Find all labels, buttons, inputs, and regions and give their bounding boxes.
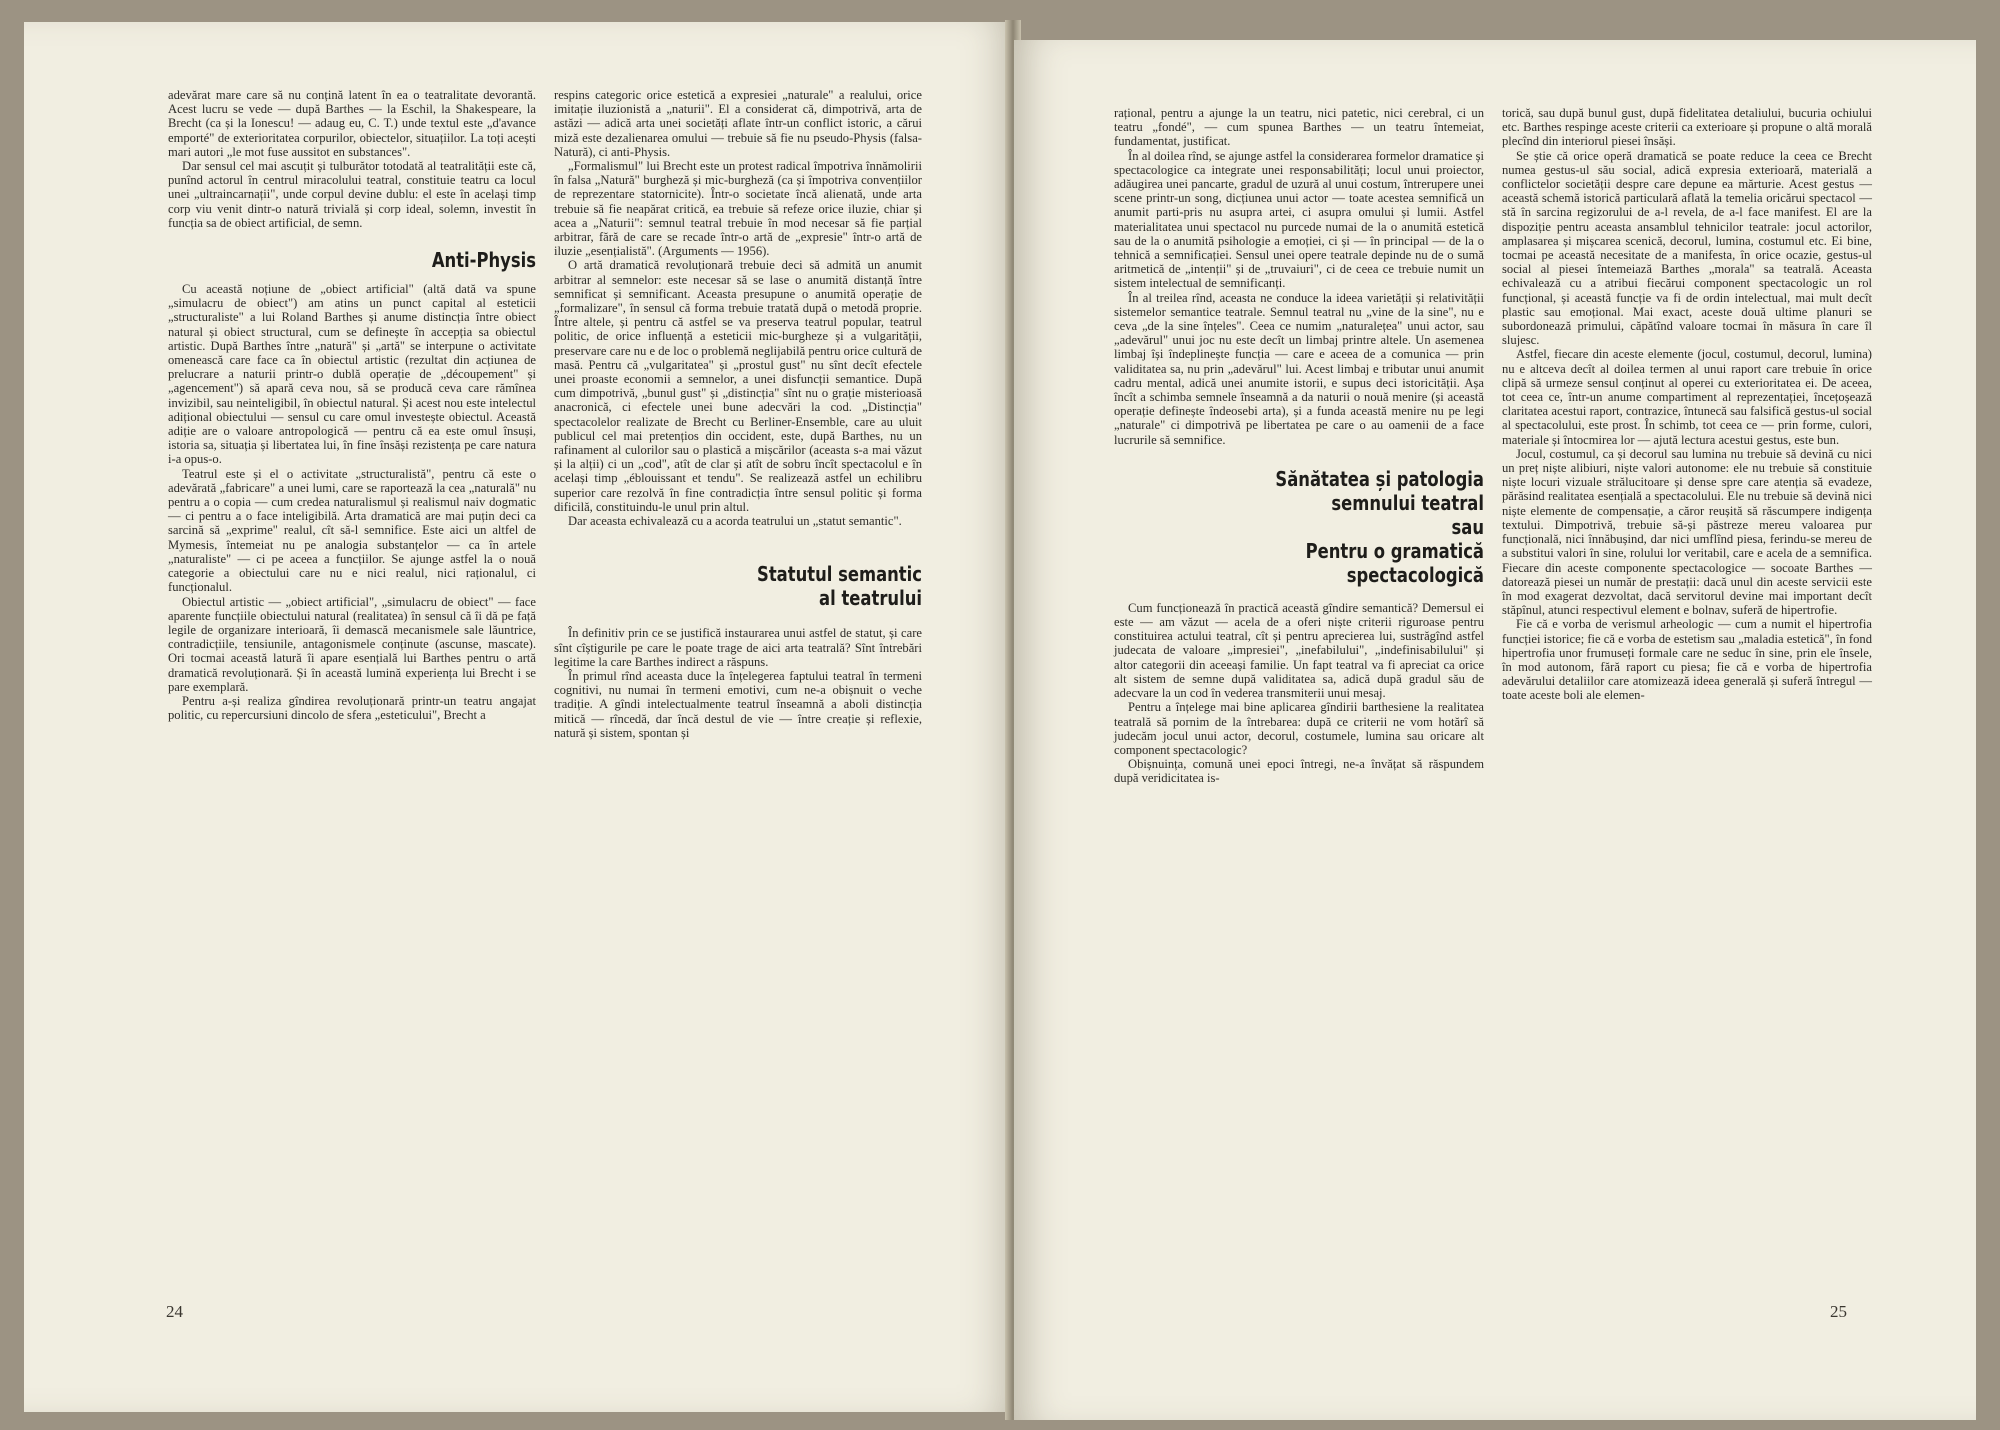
paragraph: torică, sau după bunul gust, după fidelitatea detaliului, bucuria ochiului etc. Barthes respinge aceste criterii ca exterioare și propune o altă morală plecînd din interiorul piesei însăși.	[1502, 106, 1872, 149]
paragraph: Pentru a-și realiza gîndirea revoluționară printr-un teatru angajat politic, cu repercursiuni dincolo de sfera „esteticului", Brecht a	[168, 693, 536, 723]
paragraph: O artă dramatică revoluționară trebuie deci să admită un anumit arbitrar al semnelor: este necesar să se lase o anumită distanță între semnificat și semnificant. Aceasta presupune o anumită operație de „formalizare", în sensul că forma trebuie tratată după o metodă proprie. Între altele, și pentru că astfel se va preserva teatrul popular, teatrul politic, de orice influență a esteticii mic-burgheze și a vulgarității, preservare care nu e de loc o problemă neglijabilă pentru orice cultură de masă. Pentru că „vulgaritatea" și „prostul gust" nu sînt decît efectele unei proaste economii a semnelor, a unei disfuncții semantice. După cum dimpotrivă, „bunul gust" și „distincția" sînt nu o grație misterioasă anacronică, ci efectele unei bune adecvări la cod. „Distincția" spectacolelor realizate de Brecht cu Berliner-Ensemble, care au uluit publicul cel mai pretențios din occident, este, după Barthes, nu un rafinament al culorilor sau o plastică a mișcărilor (aceasta s-a mai văzut și la alții) ci un „cod", atît de clar și atît de sobru încît spectacolul e în același timp „éblouissant et tendu". Se realizează astfel un echilibru superior care rezolvă în fine contradicția între sensul politic și forma dificilă, constituindu-le unul prin altul.	[554, 258, 922, 514]
paragraph: Teatrul este și el o activitate „structuralistă", pentru că este o adevărată „fabricare" a unei lumi, care se raportează la cea „naturală" nu pentru a o copia — cum credea naturalismul și realismul naiv dogmatic — ci pentru a o face inteligibilă. Arta dramatică are mai puțin deci ca sarcină să „exprime" realul, cît să-l semnifice. Este aici un altfel de Mymesis, întemeiat nu pe analogia substanțelor — ca în artele „naturaliste" — ci pe aceea a funcțiilor. Se ajunge astfel la o nouă categorie a obiectului care nu e nici realul, nici raționalul, ci funcționalul.	[168, 466, 536, 595]
section-heading: al teatrului	[819, 586, 922, 611]
section-heading: Anti-Physis	[431, 248, 536, 273]
paragraph: Dar aceasta echivalează cu a acorda teatrului un „statut semantic".	[568, 514, 902, 529]
section-heading: spectacologică	[1346, 562, 1484, 587]
section-heading: semnului teatral	[1331, 490, 1484, 515]
section-heading: Sănătatea și patologia	[1275, 466, 1484, 491]
paragraph: rațional, pentru a ajunge la un teatru, nici patetic, nici cerebral, ci un teatru „fondé", — cum spunea Barthes — un teatru întemeiat, fundamentat, justificat.	[1114, 106, 1484, 149]
paragraph: „Formalismul" lui Brecht este un protest radical împotriva înnămolirii în falsa „Natură" burgheză și mic-burgheză (ca și împotriva convențiilor de reprezentare statornicite). Într-o societate încă alienată, unde arta trebuie să fie neapărat critică, ea trebuie să refeze orice iluzie, chiar și acea a „Naturii": semnul teatral trebuie în mod necesar să fie parțial arbitrar, fără de care se recade într-o artă de „expresie" într-o artă de iluzie „esențialistă". (Arguments — 1956).	[554, 159, 922, 259]
paragraph: În al treilea rînd, aceasta ne conduce la ideea varietății și relativității sistemelor semantice teatrale. Semnul teatral nu „vine de la sine", nu e ceva „de la sine înțeles". Ceea ce numim „naturalețea" unui actor, sau „adevărul" unui joc nu este decît un limbaj printre altele. Un asemenea limbaj își îndeplinește funcția — care e aceea de a comunica — prin validitatea sa, nu prin „adevărul" lui. Acest limbaj e tributar unui anumit cadru mental, adică unei anumite istorii, e supus deci istoricității. Așa încît a schimba semnele înseamnă a da naturii o nouă menire (și această operație definește îndeosebi arta), și a funda această menire nu pe legi „naturale" ci dimpotrivă pe libertatea pe care o au oamenii de a face lucrurile să semnifice.	[1114, 290, 1484, 447]
paragraph: adevărat mare care să nu conțină latent în ea o teatralitate devorantă. Acest lucru se vede — după Barthes — la Eschil, la Shakespeare, la Brecht (ca și la Ionescu! — adaug eu, C. T.) unde textul este „d'avance emporté" de exterioritatea corpurilor, obiectelor, situațiilor. La toți acești mari autori „le mot fuse aussitot en substances".	[168, 88, 536, 159]
paragraph: respins categoric orice estetică a expresiei „naturale" a realului, orice imitație iluzionistă a „naturii". El a considerat că, dimpotrivă, arta de astăzi — adică arta unei societăți aflate într-un conflict istoric, a cărui miză este dezalienarea omului — trebuie să fie nu pseudo-Physis (falsa-Natură), ci anti-Physis.	[554, 88, 922, 159]
paragraph: Dar sensul cel mai ascuțit și tulburător totodată al teatralității este că, punînd actorul în centrul miracolului teatral, constituie teatru ca locul unei „ultraincarnații", unde corpul devine dublu: el este în același timp corp viu venit dintr-o natură trivială și corp ideal, solemn, investit în funcția sa de obiect artificial, de semn.	[168, 159, 536, 230]
page-number: 25	[1830, 1302, 1847, 1321]
paragraph: În al doilea rînd, se ajunge astfel la considerarea formelor dramatice și spectacologice ca integrate unei responsabilități; locul unui proiector, adăugirea unei pancarte, gradul de uzură al unui costum, întrerupere unei scene printr-un song, dicțiunea unui actor — toate acestea semnifică un anumit parti-pris nu asupra artei, ci asupra omului și lumii. Astfel materialitatea unui spectacol nu purcede numai de la o anumită estetică sau de la o anumită psihologie a emoției, ci și — în principal — de la o tehnică a semnificației. Sensul unei opere teatrale depinde nu de o sumă aritmetică de „intenții" și de „truvaiuri", ci de ceea ce trebuie numit un sistem intelectual de semnificanți.	[1114, 148, 1484, 291]
right-page	[1014, 40, 1976, 1420]
left-column-2	[554, 88, 922, 740]
paragraph: Jocul, costumul, ca și decorul sau lumina nu trebuie să devină cu nici un preț niște alibiuri, niște valori autonome: ele nu trebuie să constituie niște locuri vizuale strălucitoare și dense spre care atenția să evadeze, părăsind realitatea esențială a spectacolului. Ele nu trebuie să devină nici niște elemente de compensație, a căror reușită să răscumpere indigența textului. Dimpotrivă, trebuie să-și păstreze mereu valoarea pur funcțională, nici înnăbușind, dar nici umflînd piesa, ferindu-se mereu de a substitui valori în sine, rolului lor veritabil, care e acela de a semnifica. Fiecare din aceste componente spectacologice — socoate Barthes — datorează piesei un număr de prestații: dacă unul din aceste servicii este în mod exagerat dezvoltat, dacă servitorul devine mai important decît stăpînul, atunci respectivul element e bolnav, suferă de hipertrofie.	[1502, 446, 1872, 618]
right-column-1	[1114, 106, 1484, 786]
paragraph: Astfel, fiecare din aceste elemente (jocul, costumul, decorul, lumina) nu e altceva decît al doilea termen al unui raport care trebuie în orice clipă să urmeze sensul conținut al operei cu exterioritatea ei. De aceea, tot ceea ce, într-un anume compartiment al reprezentației, încețoșează claritatea acestui raport, contrazice, întunecă sau falsifică gestus-ul social al spectacolului, este prost. În schimb, tot ceea ce — prin forme, culori, materiale și întocmirea lor — ajută lectura acestui gestus, este bun.	[1502, 347, 1872, 447]
section-heading: Statutul semantic	[757, 562, 922, 587]
page-number: 24	[166, 1302, 183, 1321]
section-heading: sau	[1451, 514, 1484, 539]
paragraph: Obișnuința, comună unei epoci întregi, ne-a învățat să răspundem după veridicitatea is-	[1114, 757, 1484, 786]
left-page	[24, 22, 1014, 1412]
paragraph: În definitiv prin ce se justifică instaurarea unui astfel de statut, și care sînt cîștigurile pe care le poate trage de aici arta teatrală? Sînt întrebări legitime la care Barthes indirect a răspuns.	[554, 626, 922, 669]
paragraph: Obiectul artistic — „obiect artificial", „simulacru de obiect" — face aparente funcțiile obiectului natural (realitatea) în sensul că îi dă pe față legile de organizare interioară, îi demască mecanismele sale lăuntrice, contradicțiile, tensiunile, antagonismele conținute (ascunse, mascate). Ori tocmai această latură îi apare esențială lui Barthes pentru o artă dramatică revoluționară. Și în această lumină experiența lui Brecht i se pare exemplară.	[168, 594, 536, 694]
paragraph: În primul rînd aceasta duce la înțelegerea faptului teatral în termeni cognitivi, nu numai în termeni emotivi, cum ne-a obișnuit o veche tradiție. A gîndi intelectualmente teatrul înseamnă a aboli distincția mitică — rîncedă, dar încă destul de vie — între creație și reflexie, natură și sistem, spontan și	[554, 668, 922, 740]
paragraph: Cum funcționează în practică această gîndire semantică? Demersul ei este — am văzut — acela de a oferi niște criterii riguroase pentru constituirea actului teatral, cît și pentru aprecierea lui, sustrăgînd astfel judecata de valoare „impresiei", „inefabilului", „indefinisabilului" și altor categorii din aceeași familie. Un fapt teatral va fi apreciat ca orice alt sistem de semne după validitatea sa, adică după gradul său de adecvare la un cod în vederea transmiterii unui mesaj.	[1114, 600, 1484, 701]
paragraph: Fie că e vorba de verismul arheologic — cum a numit el hipertrofia funcției istorice; fie că e vorba de estetism sau „maladia estetică", în fond hipertrofia unor frumuseți formale care ne seduc în sine, prin ele însele, în mod autonom, fără raport cu piesa; fie că e vorba de hipertrofia adevărului detaliilor care atomizează ideea generală și suferă întregul — toate aceste boli ale elemen-	[1502, 617, 1872, 703]
left-column-1	[168, 88, 536, 722]
section-heading: Pentru o gramatică	[1305, 538, 1484, 563]
paragraph: Pentru a înțelege mai bine aplicarea gîndirii barthesiene la realitatea teatrală să pornim de la întrebarea: după ce criterii ne vom hotărî să judecăm jocul unui actor, decorul, costumele, lumina sau oricare alt component spectacologic?	[1114, 700, 1484, 757]
paragraph: Cu această noțiune de „obiect artificial" (altă dată va spune „simulacru de obiect") am atins un punct capital al esteticii „structuraliste" a lui Roland Barthes și anume distincția între obiect natural și obiect structural, cum se definește în accepția sa obiectul artistic. După Barthes între „natură" și „artă" se interpune o activitate omenească care face ca în obiectul artistic (rezultat din acțiunea de prelucrare a naturii printr-o dublă operație de „découpement" și „agencement") să apară ceva nou, să se producă ceva care rămînea invizibil, sau neinteligibil, în obiectul natural. Și acest nou este intelectul adițional obiectului — sensul cu care omul investește obiectul. Această adiție are o valoare antropologică — pentru că ea este omul însuși, istoria sa, situația și libertatea lui, în fine însăși rezistența pe care natura i-a opus-o.	[168, 282, 536, 467]
right-column-2	[1502, 106, 1872, 703]
paragraph: Se știe că orice operă dramatică se poate reduce la ceea ce Brecht numea gestus-ul său social, adică expresia exterioară, materială a conflictelor societății despre care depune ea mărturie. Acest gestus — această schemă istorică particulară aflată la temelia oricărui spectacol — stă în sarcina regizorului de a-l revela, de a-l face manifest. El are la dispoziție pentru aceasta ansamblul tehnicilor teatrale: jocul actorilor, amplasarea și mișcarea scenică, decorul, lumina, costumul etc. Ei bine, tocmai pe această necesitate de a manifesta, în orice ocazie, gestus-ul social al piesei întemeiază Barthes „morala" sa teatrală. Aceasta echivalează cu a atribui fiecărui component spectacologic un rol funcțional, și această funcție va fi de ordin intelectual, mai mult decît plastic sau emoțional. Mai exact, aceste două ultime planuri se subordonează primului, căpătînd valoare tocmai în măsura în care îl slujesc.	[1502, 148, 1872, 348]
